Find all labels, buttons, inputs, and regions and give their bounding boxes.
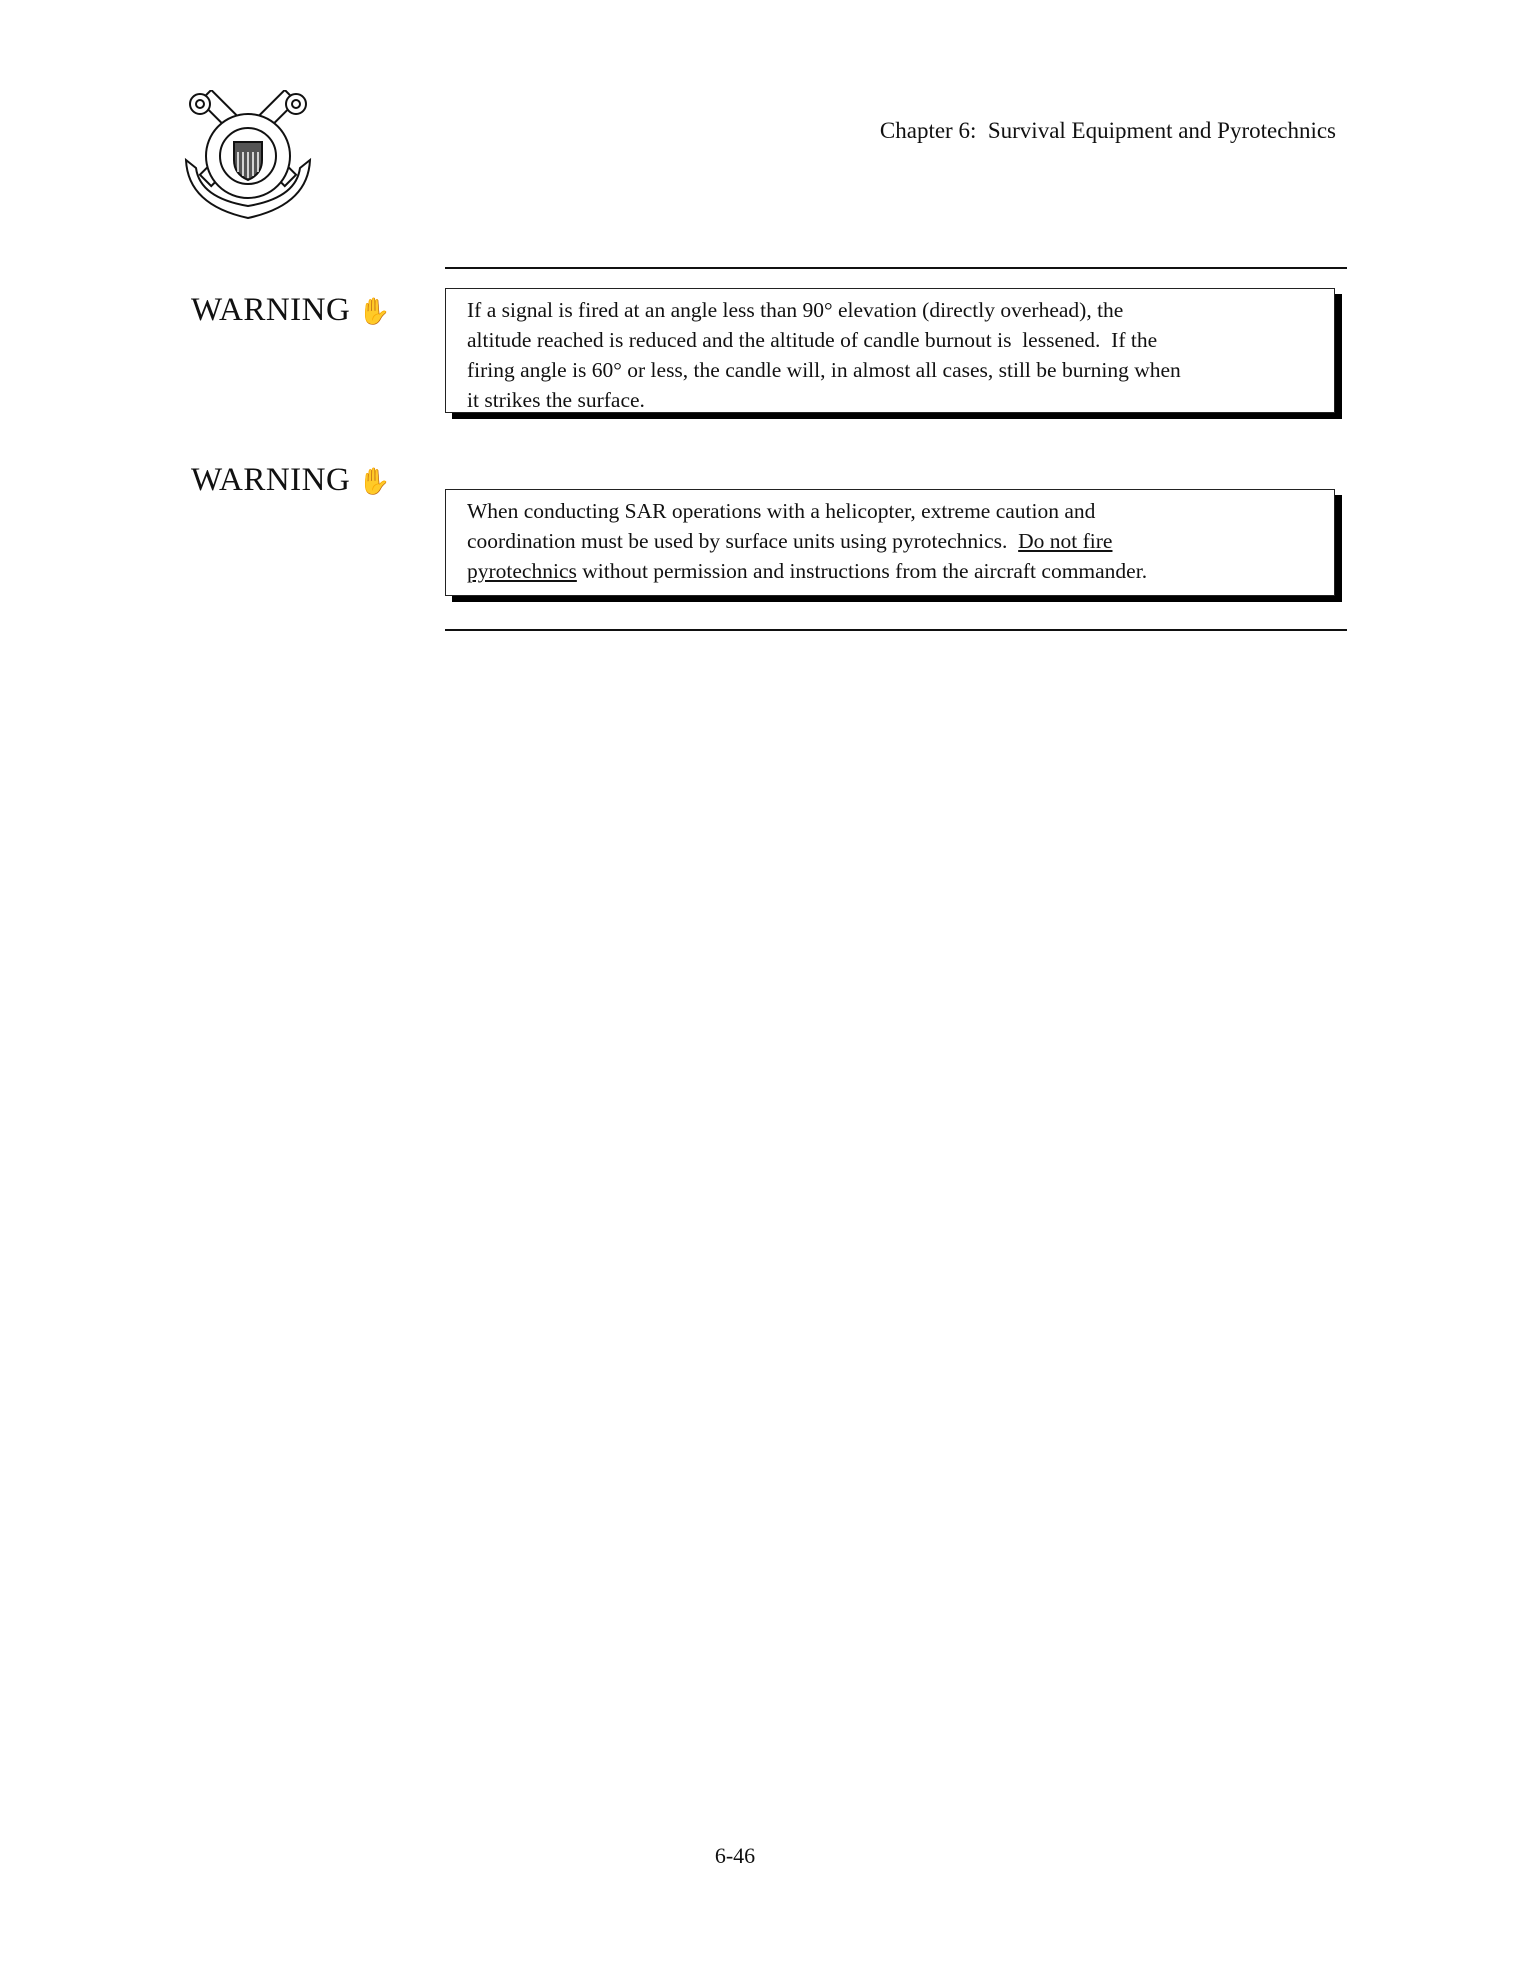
warning-box-1 bbox=[445, 288, 1335, 413]
plain-text: coordination must be used by surface units using pyrotechnics. bbox=[467, 529, 1019, 553]
top-rule bbox=[445, 267, 1347, 269]
warning-text: WARNING bbox=[191, 462, 351, 498]
underlined-text: pyrotechnics bbox=[467, 559, 577, 583]
warning-2-line: When conducting SAR operations with a helicopter, extreme caution and bbox=[467, 499, 1096, 523]
warning-2-line bbox=[467, 556, 1334, 586]
hand-stop-icon: ✋ bbox=[358, 297, 392, 327]
warning-1-line: it strikes the surface. bbox=[467, 388, 645, 412]
warning-2-line bbox=[467, 526, 1334, 556]
chapter-header: Chapter 6: Survival Equipment and Pyrotechnics bbox=[879, 118, 1336, 143]
warning-1-line: If a signal is fired at an angle less than 90° elevation (directly overhead), the bbox=[467, 298, 1124, 322]
warning-box-2 bbox=[445, 489, 1335, 596]
hand-stop-icon: ✋ bbox=[358, 467, 392, 497]
bottom-rule bbox=[445, 629, 1347, 631]
warning-text: WARNING bbox=[191, 292, 351, 328]
warning-1-line: firing angle is 60° or less, the candle will, in almost all cases, still be burning when bbox=[467, 358, 1181, 382]
coast-guard-seal-logo bbox=[178, 90, 318, 222]
warning-1-line: altitude reached is reduced and the altitude of candle burnout is lessened. If the bbox=[467, 328, 1158, 352]
page-number: 6-46 bbox=[714, 1843, 756, 1868]
warning-label-1 bbox=[191, 292, 391, 329]
warning-label-2 bbox=[191, 462, 391, 499]
plain-text: without permission and instructions from the aircraft commander. bbox=[576, 559, 1148, 583]
underlined-text: Do not fire bbox=[1018, 529, 1113, 553]
